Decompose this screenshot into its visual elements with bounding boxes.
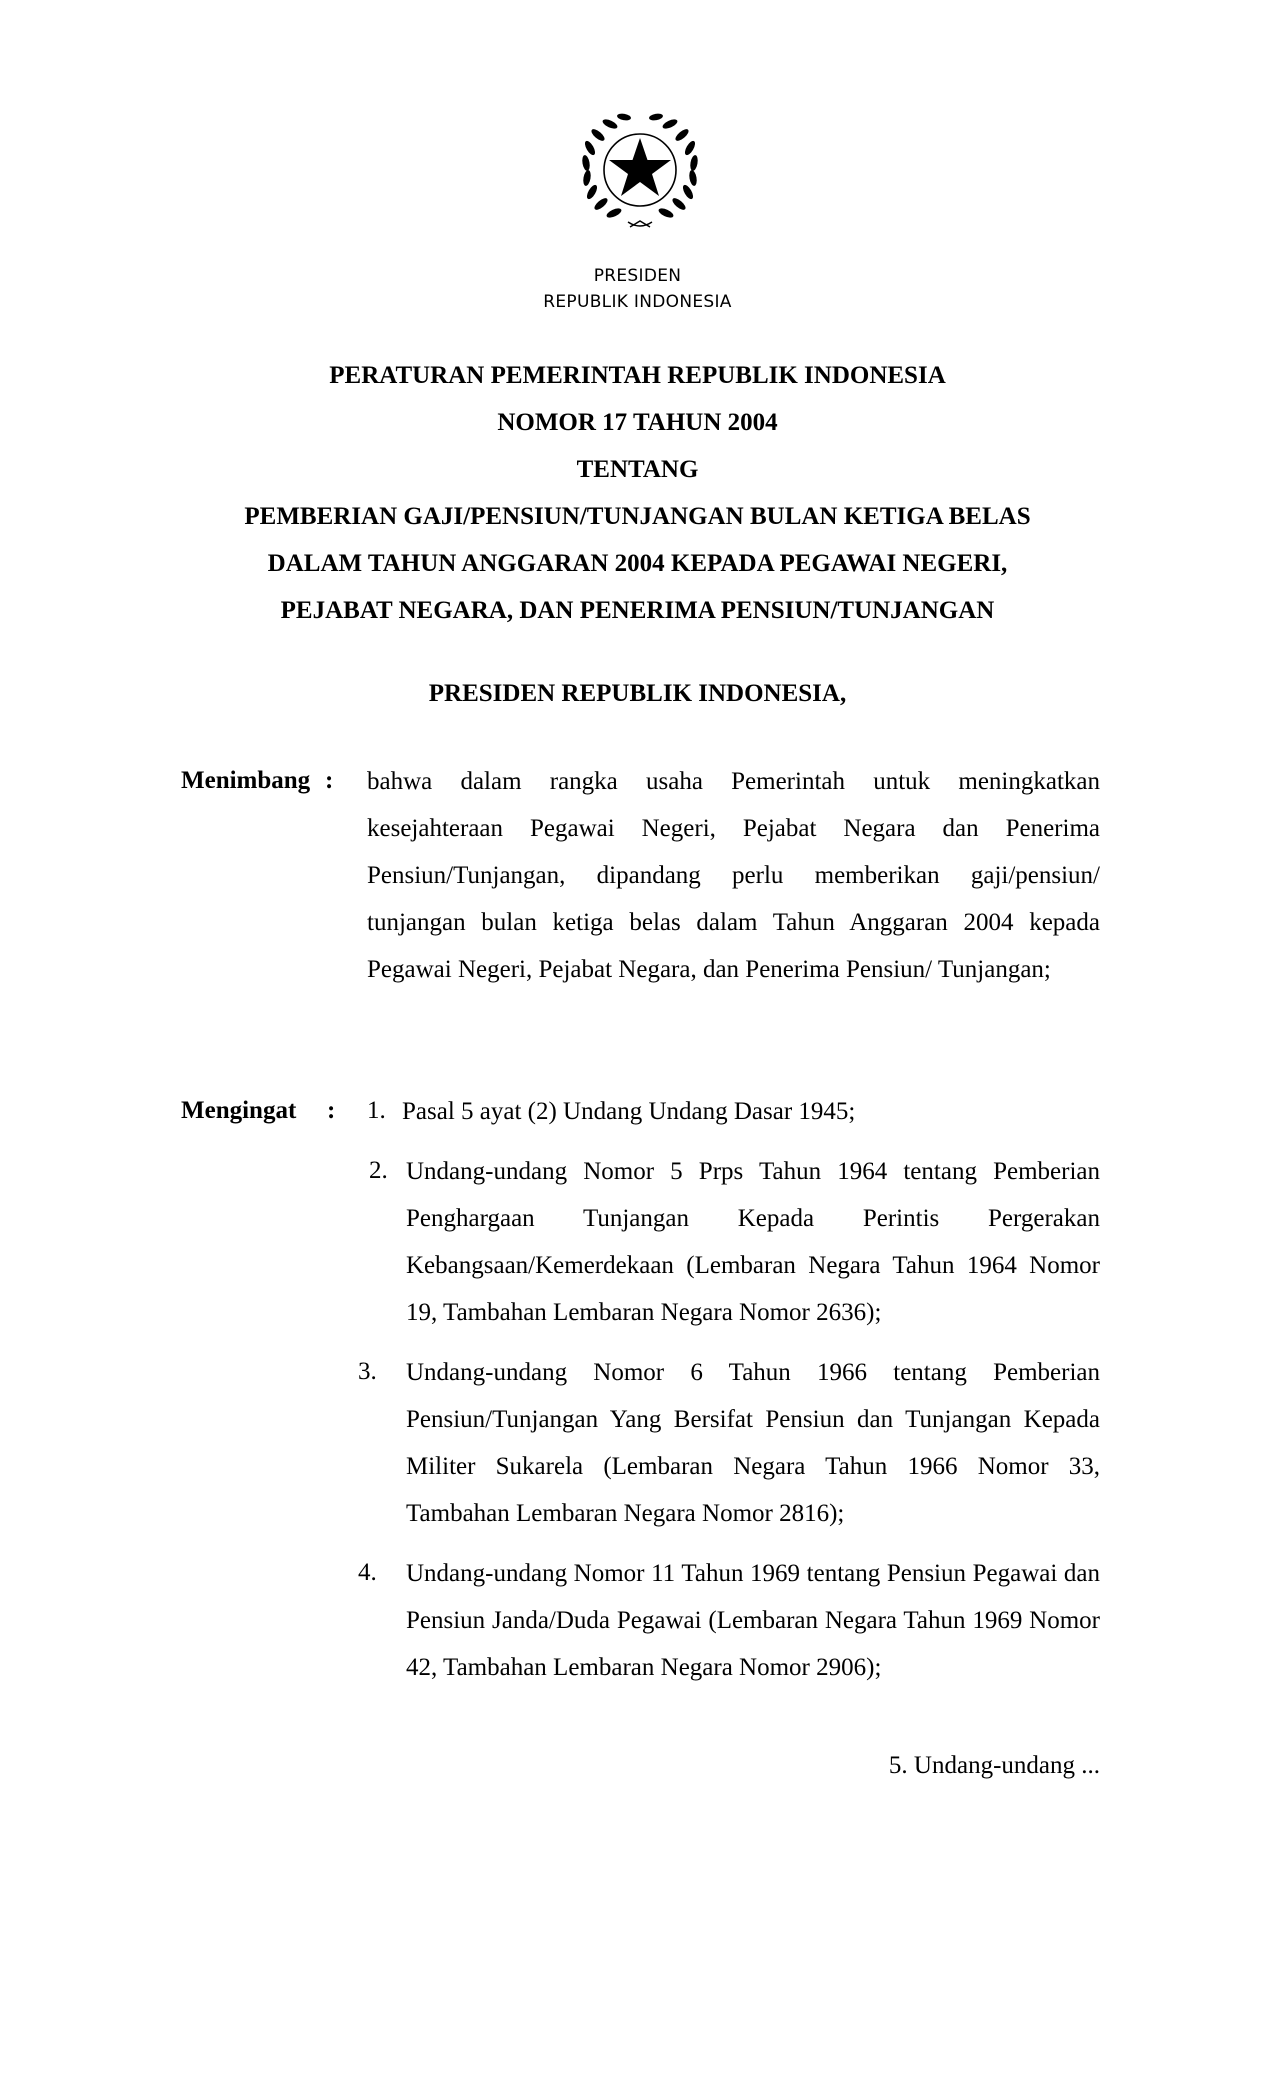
item-text: Pasal 5 ayat (2) Undang Undang Dasar 1945; <box>402 1098 856 1125</box>
title-subject-1: PEMBERIAN GAJI/PENSIUN/TUNJANGAN BULAN KETIGA BELAS <box>244 503 1031 530</box>
title-subject-2: DALAM TAHUN ANGGARAN 2004 KEPADA PEGAWAI NEGERI, <box>267 550 1008 577</box>
presidential-emblem-icon <box>570 100 710 240</box>
item-number: 2. <box>369 1157 388 1184</box>
item-text: Undang-undang Nomor 11 Tahun 1969 tentang Pensiun Pegawai dan Pensiun Janda/Duda Pegawai (Lembaran Negara Tahun 1969 Nomor 42, Tambahan Lembaran Negara Nomor 2906); <box>406 1560 1100 1681</box>
office-line-2: REPUBLIK INDONESIA <box>543 292 732 312</box>
item-number: 1. <box>367 1097 386 1124</box>
title-subject-3: PEJABAT NEGARA, DAN PENERIMA PENSIUN/TUNJANGAN <box>280 597 995 624</box>
item-number: 3. <box>358 1358 377 1385</box>
item-number: 4. <box>358 1559 377 1586</box>
item-text: Undang-undang Nomor 6 Tahun 1966 tentang Pemberian Pensiun/Tunjangan Yang Bersifat Pensiun dan Tunjangan Kepada Militer Sukarela (Lembaran Negara Tahun 1966 Nomor 33, Tambahan Lembaran Negara Nomor 2816); <box>406 1359 1100 1527</box>
mengingat-label: Mengingat <box>181 1097 297 1124</box>
office-line-1: PRESIDEN <box>593 266 682 286</box>
title-tentang: TENTANG <box>576 456 699 483</box>
item-text: Undang-undang Nomor 5 Prps Tahun 1964 tentang Pemberian Penghargaan Tunjangan Kepada Perintis Pergerakan Kebangsaan/Kemerdekaan (Lembaran Negara Tahun 1964 Nomor 19, Tambahan Lembaran Negara Nomor 2636); <box>406 1158 1100 1326</box>
title-number: NOMOR 17 TAHUN 2004 <box>497 409 778 436</box>
menimbang-colon: : <box>325 767 334 794</box>
menimbang-text: bahwa dalam rangka usaha Pemerintah untuk meningkatkan kesejahteraan Pegawai Negeri, Pejabat Negara dan Penerima Pensiun/Tunjangan, dipandang perlu memberikan gaji/pensiun/ tunjangan bulan ketiga belas dalam Tahun Anggaran 2004 kepada Pegawai Negeri, Pejabat Negara, dan Penerima Pensiun/ Tunjangan; <box>367 768 1100 983</box>
continuation-note: 5. Undang-undang ... <box>888 1752 1100 1779</box>
title-regulation: PERATURAN PEMERINTAH REPUBLIK INDONESIA <box>329 362 946 389</box>
menimbang-label: Menimbang <box>181 767 311 794</box>
issuer-line: PRESIDEN REPUBLIK INDONESIA, <box>428 680 847 707</box>
mengingat-colon: : <box>327 1097 336 1124</box>
